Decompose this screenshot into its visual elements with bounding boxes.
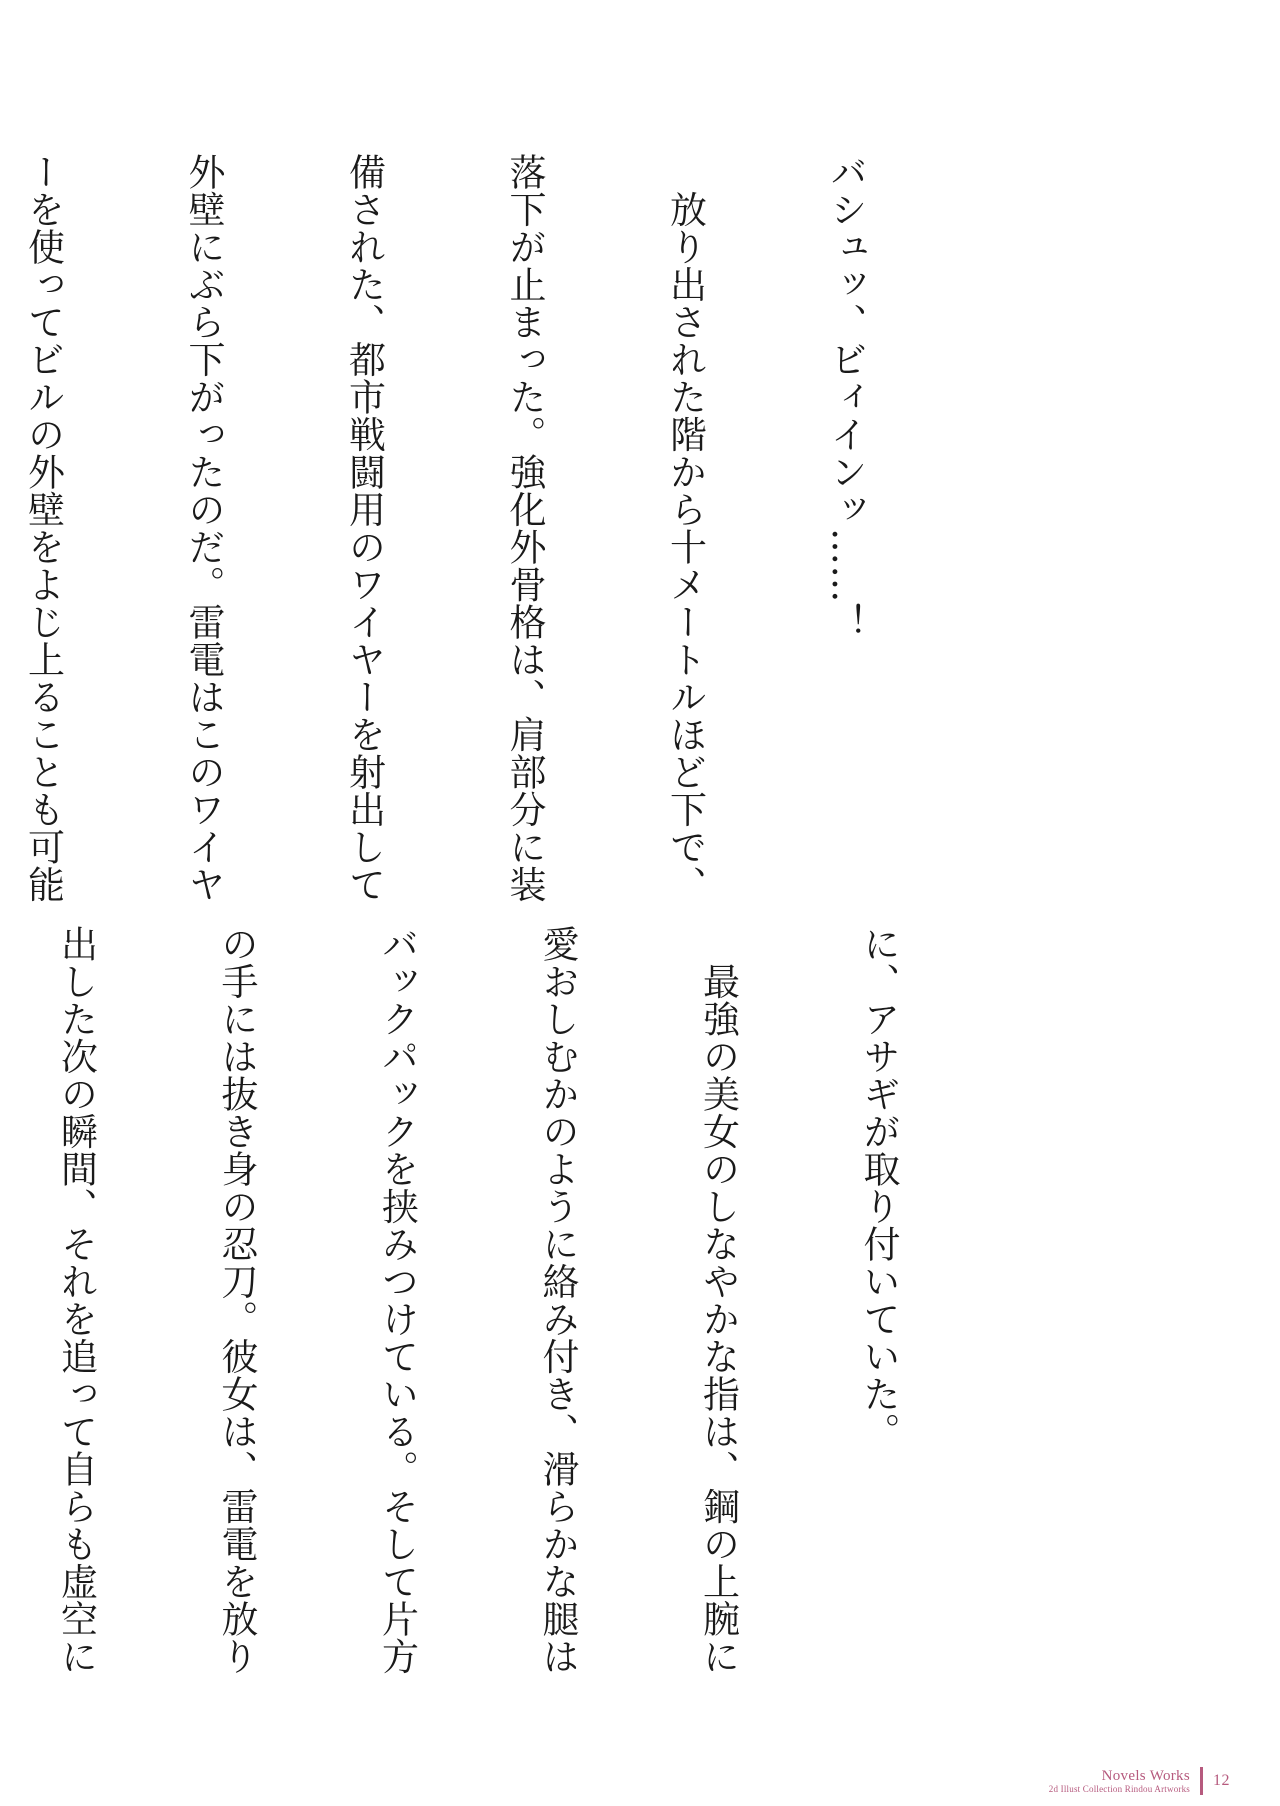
footer-subtitle: 2d Illust Collection Rindou Artworks [1048, 1784, 1190, 1794]
text-column: 愛おしむかのように絡み付き、滑らかな腿は [536, 925, 579, 1675]
text-column: 出した次の瞬間、それを追って自らも虚空に [54, 925, 98, 1675]
footer-title: Novels Works [1101, 1768, 1190, 1784]
text-column: バシュッ、ビィインッ……！ [824, 153, 867, 641]
text-column: の手には抜き身の忍刀。彼女は、雷電を放り [215, 925, 258, 1675]
text-column: 放り出された階から十メートルほど下で、 [663, 153, 707, 903]
text-block-upper [0, 153, 979, 903]
page-number: 12 [1213, 1772, 1230, 1789]
text-column: ーを使ってビルの外壁をよじ上ることも可能 [21, 153, 65, 903]
text-column: バックパックを挟みつけている。そして片方 [375, 925, 419, 1675]
footer-caption [1049, 1768, 1190, 1794]
text-column: 最強の美女のしなやかな指は、鋼の上腕に [696, 925, 740, 1675]
text-column: 備された、都市戦闘用のワイヤーを射出して [342, 153, 386, 903]
text-column: 落下が止まった。強化外骨格は、肩部分に装 [503, 153, 546, 903]
text-block-lower [0, 925, 1012, 1675]
text-column: 外壁にぶら下がったのだ。雷電はこのワイヤ [182, 153, 225, 903]
page-footer [1049, 1766, 1230, 1796]
text-column: に、アサギが取り付いていた。 [857, 925, 900, 1450]
footer-divider [1200, 1767, 1203, 1795]
